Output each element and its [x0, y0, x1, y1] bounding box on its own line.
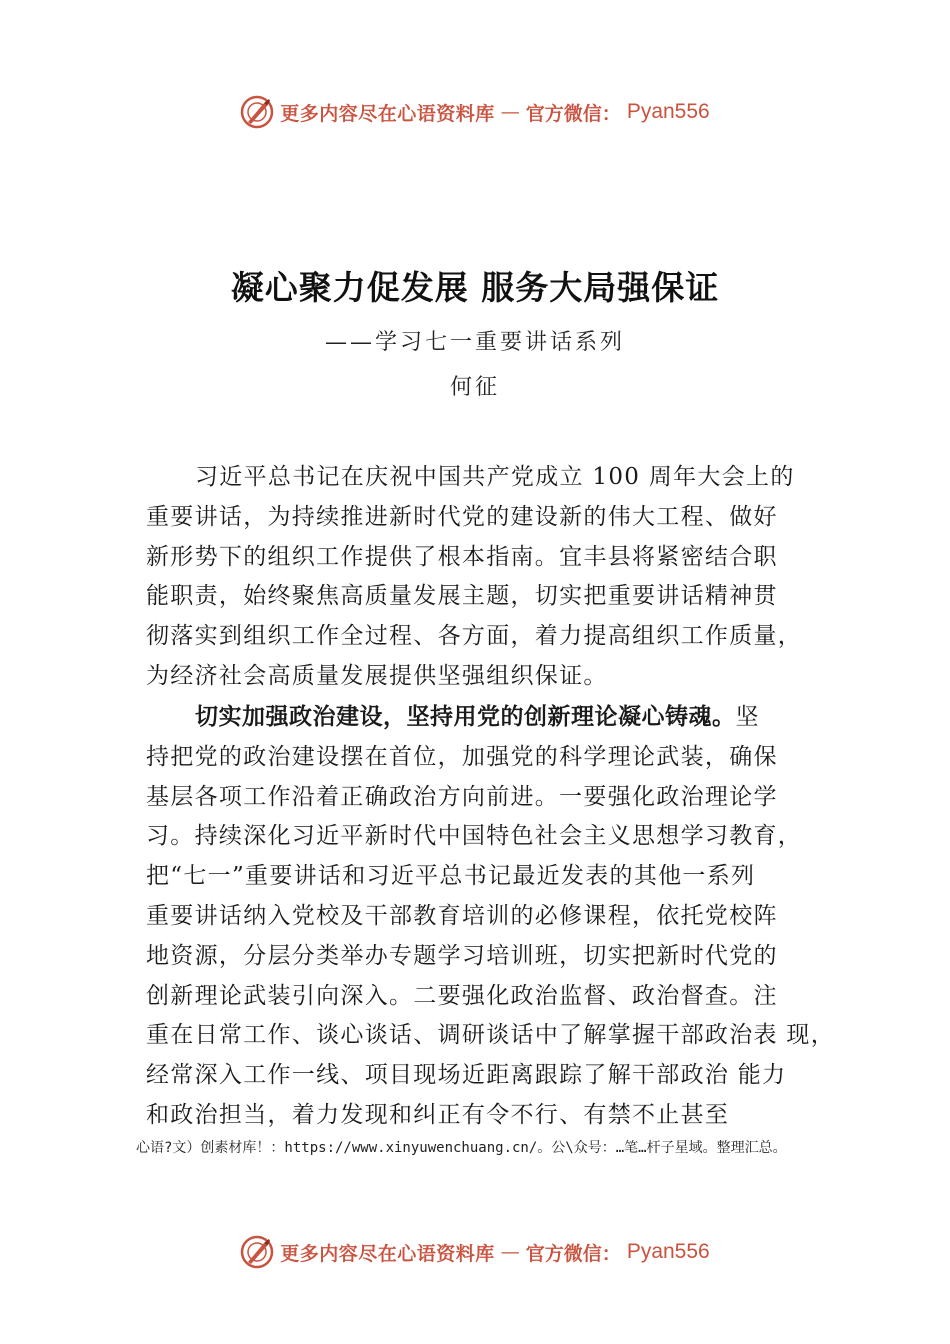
quill-logo-icon: [240, 1235, 274, 1269]
footer-banner: [0, 1232, 950, 1272]
paragraph-line: 创新理论武装引向深入。二要强化政治监督、政治督查。注: [146, 982, 778, 1009]
paragraph-1: [146, 458, 846, 697]
paragraph-line: 经常深入工作一线、项目现场近距离跟踪了解干部政治 能力: [146, 1062, 787, 1089]
quill-logo-icon: [240, 95, 274, 129]
paragraph-line: 地资源，分层分类举办专题学习培训班，切实把新时代党的: [146, 942, 778, 969]
paragraph-bold-lead: 切实加强政治建设，坚持用党的创新理论凝心铸魂。: [195, 704, 736, 730]
banner-wechat-id: Pyan556: [626, 1240, 710, 1263]
paragraph-line: 习。持续深化习近平新时代中国特色社会主义思想学习教育，: [146, 823, 803, 850]
paragraph-line: 重要讲话纳入党校及干部教育培训的必修课程，依托党校阵: [146, 902, 778, 929]
paragraph-lead-rest: 坚: [735, 704, 760, 730]
paragraph-line: 持把党的政治建设摆在首位，加强党的科学理论武装，确保: [146, 743, 778, 770]
paragraph-lead-line: [146, 698, 846, 738]
paragraph-line: 基层各项工作沿着正确政治方向前进。一要强化政治理论学: [146, 783, 778, 810]
banner-wechat-label: 官方微信：: [525, 1242, 621, 1265]
paragraph-line: 把“七一”重要讲话和习近平总书记最近发表的其他一系列: [146, 863, 756, 890]
banner-separator: —: [500, 1241, 520, 1263]
source-footnote: 心语?文）创素材库！：https://www.xinyuwenchuang.cn/。公\众号：…笔…杆子星域。整理汇总。: [136, 1140, 787, 1156]
article-author: 何征: [449, 375, 500, 400]
paragraph-line: 为经济社会高质量发展提供坚强组织保证。: [146, 662, 608, 689]
paragraph-line: 新形势下的组织工作提供了根本指南。宜丰县将紧密结合职: [146, 543, 778, 570]
header-banner: [0, 92, 950, 132]
paragraph-2: [146, 698, 846, 1136]
paragraph-line: 和政治担当，着力发现和纠正有令不行、有禁不止甚至: [146, 1101, 730, 1128]
paragraph-line: 重在日常工作、谈心谈话、调研谈话中了解掌握干部政治表 现，: [146, 1022, 836, 1049]
banner-wechat-label: 官方微信：: [525, 102, 621, 125]
banner-library-text: 更多内容尽在心语资料库: [280, 102, 495, 125]
paragraph-line: 能职责，始终聚焦高质量发展主题，切实把重要讲话精神贯: [146, 583, 778, 610]
article-title: 凝心聚力促发展 服务大局强保证: [230, 268, 720, 307]
paragraph-line: 习近平总书记在庆祝中国共产党成立 100 周年大会上的: [195, 464, 795, 490]
article-subtitle: ——学习七一重要讲话系列: [324, 330, 625, 355]
banner-library-text: 更多内容尽在心语资料库: [280, 1242, 495, 1265]
paragraph-line: 彻落实到组织工作全过程、各方面，着力提高组织工作质量，: [146, 623, 803, 650]
banner-separator: —: [500, 101, 520, 123]
banner-wechat-id: Pyan556: [626, 100, 710, 123]
paragraph-line: 重要讲话，为持续推进新时代党的建设新的伟大工程、做好: [146, 503, 778, 530]
